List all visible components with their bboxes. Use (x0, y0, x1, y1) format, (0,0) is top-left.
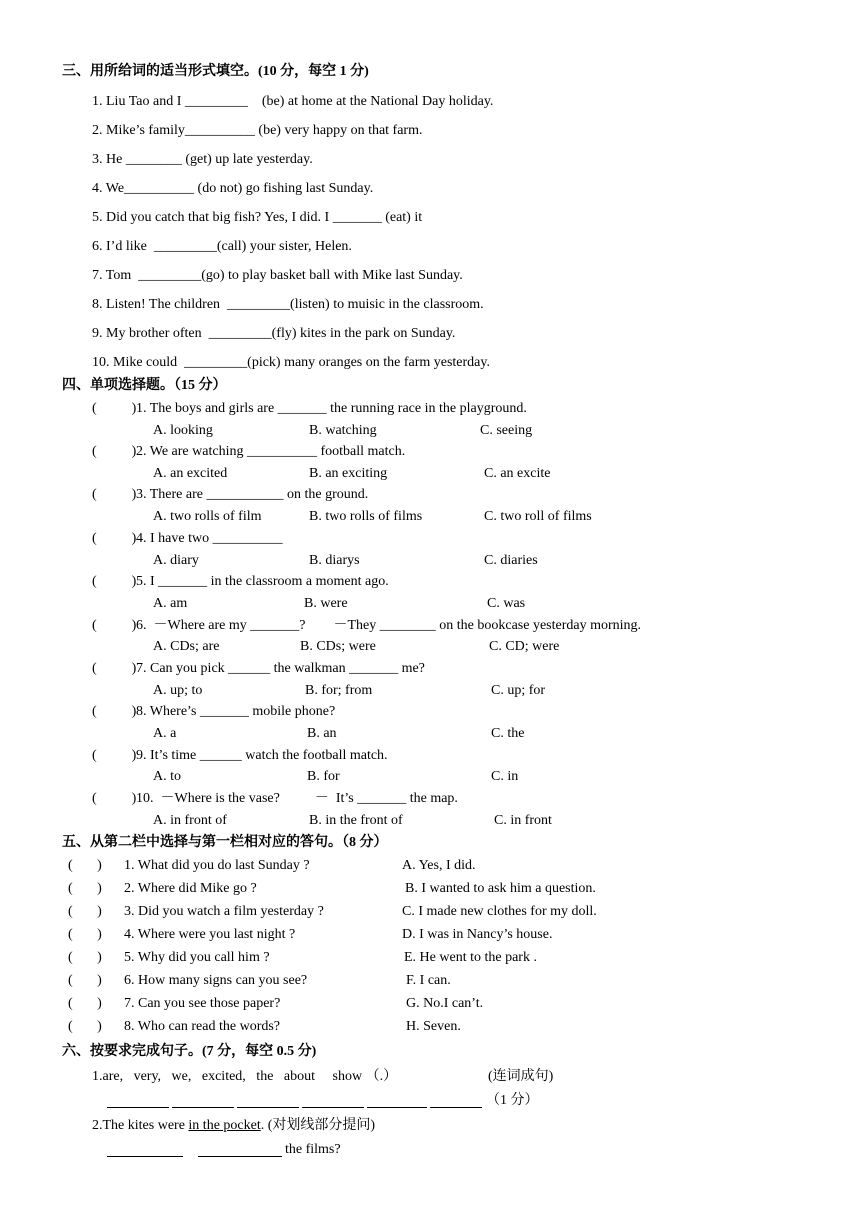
answer-paren[interactable]: ( ) (68, 950, 102, 965)
answer-blank[interactable] (107, 1156, 183, 1157)
question-sentence (92, 1119, 375, 1133)
section-4-heading: 四、单项选择题。（15 分） (62, 378, 227, 393)
answer-paren[interactable]: ( ) (68, 1019, 102, 1034)
answer-blank[interactable] (302, 1107, 364, 1108)
section-5-heading: 五、从第二栏中选择与第一栏相对应的答句。（8 分） (62, 835, 388, 850)
question-stem: 6. －Where are my _______? －They ________ on the bookcase yesterday morning. (136, 618, 642, 633)
answer-paren[interactable]: ( ) (92, 748, 137, 763)
question-stem: 9. It’s time ______ watch the football match. (136, 748, 388, 763)
match-answer: B. I wanted to ask him a question. (405, 881, 596, 896)
option-b: B. two rolls of films (309, 509, 423, 524)
match-answer: A. Yes, I did. (402, 858, 476, 873)
answer-blank[interactable] (237, 1107, 299, 1108)
option-c: C. up; for (491, 683, 546, 698)
question-stem: 1. The boys and girls are _______ the running race in the playground. (136, 401, 527, 416)
answer-paren[interactable]: ( ) (92, 661, 137, 676)
option-c: C. an excite (484, 466, 551, 481)
answer-paren[interactable]: ( ) (68, 927, 102, 942)
answer-blank[interactable] (198, 1156, 282, 1157)
match-answer: C. I made new clothes for my doll. (402, 904, 597, 919)
option-a: A. CDs; are (153, 639, 220, 654)
fill-item-2: 2. Mike’s family__________ (be) very happy on that farm. (92, 123, 423, 138)
question-stem: 7. Can you pick ______ the walkman _______ me? (136, 661, 425, 676)
option-b: B. in the front of (309, 813, 403, 828)
match-answer: D. I was in Nancy’s house. (402, 927, 553, 942)
match-answer: H. Seven. (406, 1019, 461, 1034)
question-stem: 2. We are watching __________ football match. (136, 444, 406, 459)
match-question: 5. Why did you call him ? (124, 950, 270, 965)
answer-paren[interactable]: ( ) (92, 444, 137, 459)
option-b: B. an (307, 726, 337, 741)
option-a: A. am (153, 596, 188, 611)
fill-item-3: 3. He ________ (get) up late yesterday. (92, 152, 313, 167)
score-note: （1 分） (486, 1093, 539, 1108)
match-answer: E. He went to the park . (404, 950, 537, 965)
option-a: A. a (153, 726, 177, 741)
section-6-heading: 六、按要求完成句子。(7 分，每空 0.5 分) (62, 1044, 317, 1059)
option-c: C. seeing (480, 423, 533, 438)
match-question: 7. Can you see those paper? (124, 996, 281, 1011)
section-3-heading: 三、用所给词的适当形式填空。(10 分，每空 1 分) (62, 64, 369, 79)
option-b: B. CDs; were (300, 639, 376, 654)
question-stem: 8. Where’s _______ mobile phone? (136, 704, 336, 719)
option-c: C. the (491, 726, 525, 741)
fill-item-6: 6. I’d like _________(call) your sister, Helen. (92, 239, 352, 254)
match-answer: G. No.I can’t. (406, 996, 484, 1011)
answer-paren[interactable]: ( ) (92, 531, 137, 546)
answer-paren[interactable]: ( ) (68, 858, 102, 873)
fill-item-9: 9. My brother often _________(fly) kites in the park on Sunday. (92, 326, 456, 341)
answer-blank[interactable] (107, 1107, 169, 1108)
match-answer: F. I can. (406, 973, 451, 988)
answer-blank[interactable] (367, 1107, 427, 1108)
answer-paren[interactable]: ( ) (92, 704, 137, 719)
option-a: A. an excited (153, 466, 228, 481)
option-a: A. diary (153, 553, 199, 568)
answer-paren[interactable]: ( ) (68, 973, 102, 988)
fill-item-7: 7. Tom _________(go) to play basket ball with Mike last Sunday. (92, 268, 463, 283)
answer-paren[interactable]: ( ) (68, 881, 102, 896)
question-stem: 5. I _______ in the classroom a moment ago. (136, 574, 389, 589)
option-c: C. was (487, 596, 526, 611)
sentence-start: 2.The kites were (92, 1118, 189, 1133)
question-stem: 10. －Where is the vase? － It’s _______ the map. (136, 791, 458, 806)
option-a: A. up; to (153, 683, 203, 698)
option-c: C. CD; were (489, 639, 560, 654)
fill-item-10: 10. Mike could _________(pick) many oranges on the farm yesterday. (92, 355, 490, 370)
answer-blank[interactable] (172, 1107, 234, 1108)
sentence-instruction: . (对划线部分提问) (260, 1118, 376, 1133)
match-question: 1. What did you do last Sunday ? (124, 858, 310, 873)
fill-item-8: 8. Listen! The children _________(listen) to muisic in the classroom. (92, 297, 484, 312)
option-a: A. in front of (153, 813, 227, 828)
answer-blank[interactable] (430, 1107, 482, 1108)
match-question: 6. How many signs can you see? (124, 973, 308, 988)
answer-paren[interactable]: ( ) (92, 791, 137, 806)
fill-item-1: 1. Liu Tao and I _________ (be) at home at the National Day holiday. (92, 94, 494, 109)
scrambled-words: 1.are, very, we, excited, the about show （.） (92, 1069, 398, 1084)
option-b: B. for (307, 769, 340, 784)
match-question: 4. Where were you last night ? (124, 927, 296, 942)
option-c: C. two roll of films (484, 509, 592, 524)
question-stem: 4. I have two __________ (136, 531, 283, 546)
option-b: B. diarys (309, 553, 360, 568)
underlined-phrase: in the pocket (188, 1118, 261, 1133)
option-a: A. to (153, 769, 181, 784)
option-c: C. diaries (484, 553, 538, 568)
option-b: B. watching (309, 423, 377, 438)
fill-item-5: 5. Did you catch that big fish? Yes, I did. I _______ (eat) it (92, 210, 423, 225)
answer-paren[interactable]: ( ) (68, 996, 102, 1011)
answer-paren[interactable]: ( ) (92, 401, 137, 416)
answer-paren[interactable]: ( ) (92, 487, 137, 502)
option-b: B. an exciting (309, 466, 388, 481)
sentence-tail: the films? (285, 1142, 341, 1157)
option-a: A. looking (153, 423, 213, 438)
match-question: 2. Where did Mike go ? (124, 881, 257, 896)
option-b: B. were (304, 596, 348, 611)
instruction-hint: (连词成句) (488, 1069, 554, 1084)
fill-item-4: 4. We__________ (do not) go fishing last Sunday. (92, 181, 374, 196)
answer-paren[interactable]: ( ) (92, 618, 137, 633)
answer-paren[interactable]: ( ) (68, 904, 102, 919)
answer-paren[interactable]: ( ) (92, 574, 137, 589)
option-c: C. in (491, 769, 519, 784)
match-question: 3. Did you watch a film yesterday ? (124, 904, 324, 919)
question-stem: 3. There are ___________ on the ground. (136, 487, 369, 502)
match-question: 8. Who can read the words? (124, 1019, 281, 1034)
option-b: B. for; from (305, 683, 373, 698)
option-c: C. in front (494, 813, 552, 828)
option-a: A. two rolls of film (153, 509, 262, 524)
